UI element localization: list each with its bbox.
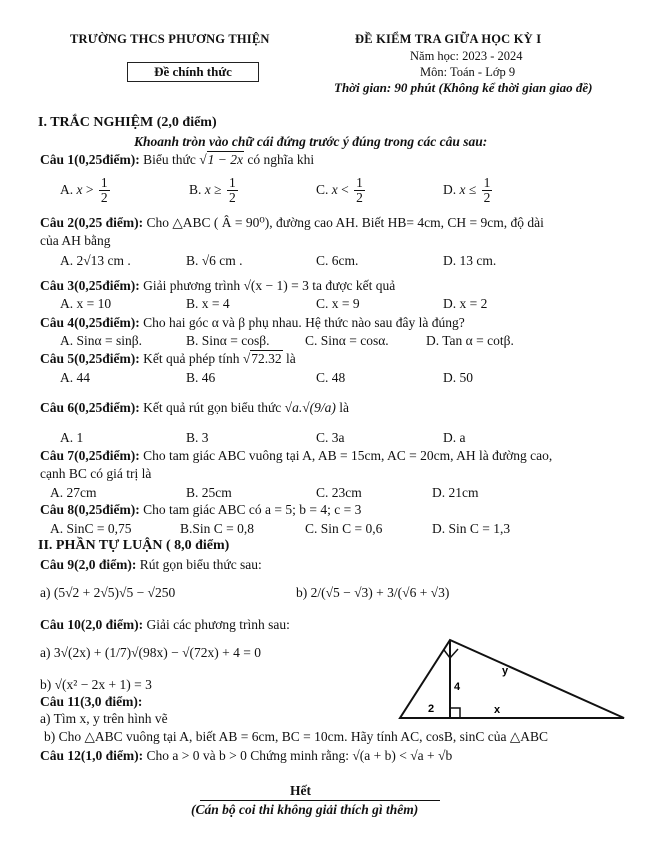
q2-question: Câu 2(0,25 điểm): Cho △ABC ( Â = 90⁰), đường cao AH. Biết HB= 4cm, CH = 9cm, độ dài [40, 215, 544, 230]
q9-part-a: a) (5√2 + 2√5)√5 − √250 [40, 585, 176, 600]
part2-title: II. PHẦN TỰ LUẬN ( 8,0 điểm) [38, 538, 230, 553]
q4-option-a[interactable]: A. Sinα = sinβ. [60, 333, 142, 348]
q6-option-b[interactable]: B. 3 [186, 430, 209, 445]
part1-instruction: Khoanh tròn vào chữ cái đứng trước ý đúng trong các câu sau: [134, 134, 488, 149]
q11-label: Câu 11(3,0 điểm): [40, 694, 143, 709]
triangle-figure [392, 636, 632, 722]
q1-option-b[interactable]: B. x ≥ $\frac{1}{2}$ [189, 175, 236, 206]
q7-option-a[interactable]: A. 27cm [50, 485, 97, 500]
q10-question: Câu 10(2,0 điểm): Giải các phương trình sau: [40, 617, 290, 632]
footer-divider [200, 800, 440, 801]
q10-part-b: b) √(x² − 2x + 1) = 3 [40, 677, 152, 692]
q5-question: Câu 5(0,25điểm): Kết quả phép tính √ 72.32 là [40, 351, 296, 367]
label-y: y [502, 665, 509, 677]
q3-option-a[interactable]: A. x = 10 [60, 296, 112, 311]
q11-part-a: a) Tìm x, y trên hình vẽ [40, 711, 168, 726]
q6-option-c[interactable]: C. 3a [316, 430, 345, 445]
footer-note: (Cán bộ coi thi không giải thích gì thêm) [191, 802, 419, 817]
q2-question-cont: của AH bằng [40, 233, 111, 248]
q6-option-d[interactable]: D. a [443, 430, 466, 445]
q5-option-a[interactable]: A. 44 [60, 370, 90, 385]
q1-question: Câu 1(0,25điểm): Biểu thức √ 1 − 2x có nghĩa khi [40, 152, 314, 168]
q8-option-b[interactable]: B.Sin C = 0,8 [180, 521, 255, 536]
q7-question: Câu 7(0,25điểm): Cho tam giác ABC vuông tại A, AB = 15cm, AC = 20cm, AH là đường cao, [40, 448, 553, 463]
q8-question: Câu 8(0,25điểm): Cho tam giác ABC có a = 5; b = 4; c = 3 [40, 502, 362, 517]
q6-question: Câu 6(0,25điểm): Kết quả rút gọn biểu thức √a.√(9/a) là [40, 400, 349, 415]
q4-option-c[interactable]: C. Sinα = cosα. [305, 333, 389, 348]
q4-question: Câu 4(0,25điểm): Cho hai góc α và β phụ nhau. Hệ thức nào sau đây là đúng? [40, 315, 465, 330]
q7-option-d[interactable]: D. 21cm [432, 485, 479, 500]
school-year: Năm học: 2023 - 2024 [410, 49, 523, 63]
school-name: TRƯỜNG THCS PHƯƠNG THIỆN [70, 32, 270, 46]
q12-question: Câu 12(1,0 điểm): Cho a > 0 và b > 0 Chứng minh rằng: √(a + b) < √a + √b [40, 748, 453, 763]
q5-option-d[interactable]: D. 50 [443, 370, 473, 385]
q2-option-b[interactable]: B. √6 cm . [186, 253, 243, 268]
q8-option-a[interactable]: A. SinC = 0,75 [50, 521, 132, 536]
q1-option-a[interactable]: A. x > $\frac{1}{2}$ [60, 175, 108, 206]
label-2: 2 [428, 703, 435, 715]
q3-option-d[interactable]: D. x = 2 [443, 296, 488, 311]
q2-option-a[interactable]: A. 2√13 cm . [60, 253, 131, 268]
q6-option-a[interactable]: A. 1 [60, 430, 84, 445]
time-info: Thời gian: 90 phút (Không kể thời gian giao đề) [334, 80, 593, 95]
part1-title: I. TRẮC NGHIỆM (2,0 điểm) [38, 115, 217, 130]
q2-option-c[interactable]: C. 6cm. [316, 253, 359, 268]
q7-option-c[interactable]: C. 23cm [316, 485, 362, 500]
q3-question: Câu 3(0,25điểm): Giải phương trình √(x − 1) = 3 ta được kết quả [40, 278, 396, 293]
q1-option-c[interactable]: C. x < $\frac{1}{2}$ [316, 175, 363, 206]
q3-option-c[interactable]: C. x = 9 [316, 296, 360, 311]
q7-option-b[interactable]: B. 25cm [186, 485, 232, 500]
q5-option-c[interactable]: C. 48 [316, 370, 346, 385]
q2-option-d[interactable]: D. 13 cm. [443, 253, 497, 268]
q10-part-a: a) 3√(2x) + (1/7)√(98x) − √(72x) + 4 = 0 [40, 645, 262, 660]
label-x: x [494, 704, 501, 716]
q1-option-d[interactable]: D. x ≤ $\frac{1}{2}$ [443, 175, 491, 206]
q4-option-b[interactable]: B. Sinα = cosβ. [186, 333, 270, 348]
end-mark: Hết [290, 783, 311, 798]
q8-option-d[interactable]: D. Sin C = 1,3 [432, 521, 511, 536]
q4-option-d[interactable]: D. Tan α = cotβ. [426, 333, 514, 348]
q9-question: Câu 9(2,0 điểm): Rút gọn biểu thức sau: [40, 557, 262, 572]
q3-option-b[interactable]: B. x = 4 [186, 296, 230, 311]
q9-part-b: b) 2/(√5 − √3) + 3/(√6 + √3) [296, 585, 450, 600]
q8-option-c[interactable]: C. Sin C = 0,6 [305, 521, 383, 536]
label-4: 4 [454, 681, 461, 693]
q7-question-cont: cạnh BC có giá trị là [40, 466, 152, 481]
right-angle-mark [450, 708, 460, 718]
q5-option-b[interactable]: B. 46 [186, 370, 216, 385]
q11-part-b: b) Cho △ABC vuông tại A, biết AB = 6cm, BC = 10cm. Hãy tính AC, cosB, sinC của △ABC [44, 729, 548, 744]
subject: Môn: Toán - Lớp 9 [420, 65, 516, 79]
exam-title: ĐỀ KIỂM TRA GIỮA HỌC KỲ I [355, 32, 542, 46]
official-label: Đề chính thức [127, 62, 259, 82]
